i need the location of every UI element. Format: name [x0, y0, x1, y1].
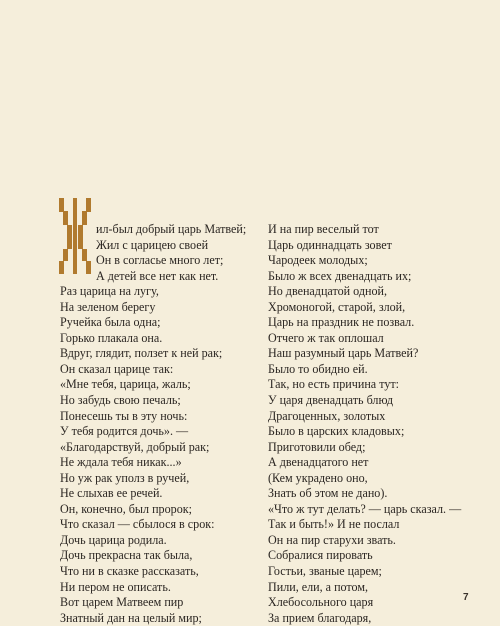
poem-line: Было в царских кладовых; — [268, 424, 405, 439]
poem-line: Но двенадцатой одной, — [268, 284, 388, 299]
poem-line: Так и быть!» И не послал — [268, 517, 400, 532]
poem-line: Он, конечно, был пророк; — [60, 501, 192, 516]
poem-line: ил-был добрый царь Матвей; — [96, 222, 247, 236]
poem-line: Чародеек молодых; — [268, 253, 368, 268]
poem-line: Приготовили обед; — [268, 439, 366, 454]
poem-line: И на пир веселый тот — [268, 222, 379, 236]
poem-line: Вдруг, глядит, ползет к ней рак; — [60, 346, 223, 361]
poem-line: Ручейка была одна; — [60, 315, 161, 330]
poem-line: У тебя родится дочь». — — [60, 424, 189, 439]
poem-line: А детей все нет как нет. — [96, 268, 219, 283]
poem-line: Знать об этом не дано). — [268, 486, 388, 501]
poem-line: Он на пир старухи звать. — [268, 532, 396, 547]
poem-line: Он сказал царице так: — [60, 361, 174, 376]
poem-line: Что сказал — сбылося в срок: — [60, 517, 215, 532]
poem-line: Что ни в сказке рассказать, — [60, 564, 199, 579]
poem-line: Горько плакала она. — [60, 330, 163, 345]
poem-line: Было то обидно ей. — [268, 361, 368, 376]
poem-line: Наш разумный царь Матвей? — [268, 346, 419, 361]
poem-line: Дочь прекрасна так была, — [60, 548, 193, 563]
poem-line: Не слыхав ее речей. — [60, 486, 163, 501]
poem-line: А двенадцатого нет — [268, 455, 369, 470]
poem-line: У царя двенадцать блюд — [268, 393, 394, 408]
page-number: 7 — [463, 592, 469, 603]
poem-line: Знатный дан на целый мир; — [60, 610, 202, 625]
poem-line: Драгоценных, золотых — [268, 408, 386, 423]
poem-line: Понесешь ты в эту ночь: — [60, 408, 188, 423]
poem-line: Царь на праздник не позвал. — [268, 315, 415, 330]
poem-line: (Кем украдено оно, — [268, 470, 368, 485]
poem-line: На зеленом берегу — [60, 299, 156, 314]
poem-line: Но забудь свою печаль; — [60, 393, 181, 408]
poem-line: Так, но есть причина тут: — [268, 377, 400, 392]
poem-left-column — [60, 222, 246, 626]
poem-line: Но уж рак уполз в ручей, — [60, 470, 190, 485]
poem-line: Царь одиннадцать зовет — [268, 237, 392, 252]
poem-line: Жил с царицею своей — [96, 237, 209, 252]
poem-line: Не ждала тебя никак...» — [60, 455, 182, 470]
poem-line: Было ж всех двенадцать их; — [268, 268, 412, 283]
poem-line: Вот царем Матвеем пир — [60, 595, 184, 610]
poem-line: «Что ж тут делать? — царь сказал. — — [268, 501, 462, 516]
poem-line: За прием благодаря, — [268, 610, 372, 625]
poem-line: Хромоногой, старой, злой, — [268, 299, 406, 314]
poem-line: Пили, ели, а потом, — [268, 579, 369, 594]
poem-line: Он в согласье много лет; — [96, 253, 224, 268]
poem-line: Ни пером не описать. — [60, 579, 171, 594]
poem-line: Дочь царица родила. — [60, 532, 167, 547]
poem-line: Собралися пировать — [268, 548, 373, 563]
poem-line: Отчего ж так оплошал — [268, 330, 384, 345]
poem-line: «Благодарствуй, добрый рак; — [60, 439, 210, 454]
poem-line: «Мне тебя, царица, жаль; — [60, 377, 191, 392]
poem-line: Раз царица на лугу, — [60, 284, 159, 299]
poem-line: Хлебосольного царя — [268, 595, 374, 610]
poem-line: Гостьи, званые царем; — [268, 564, 382, 579]
poem-right-column — [268, 222, 461, 626]
